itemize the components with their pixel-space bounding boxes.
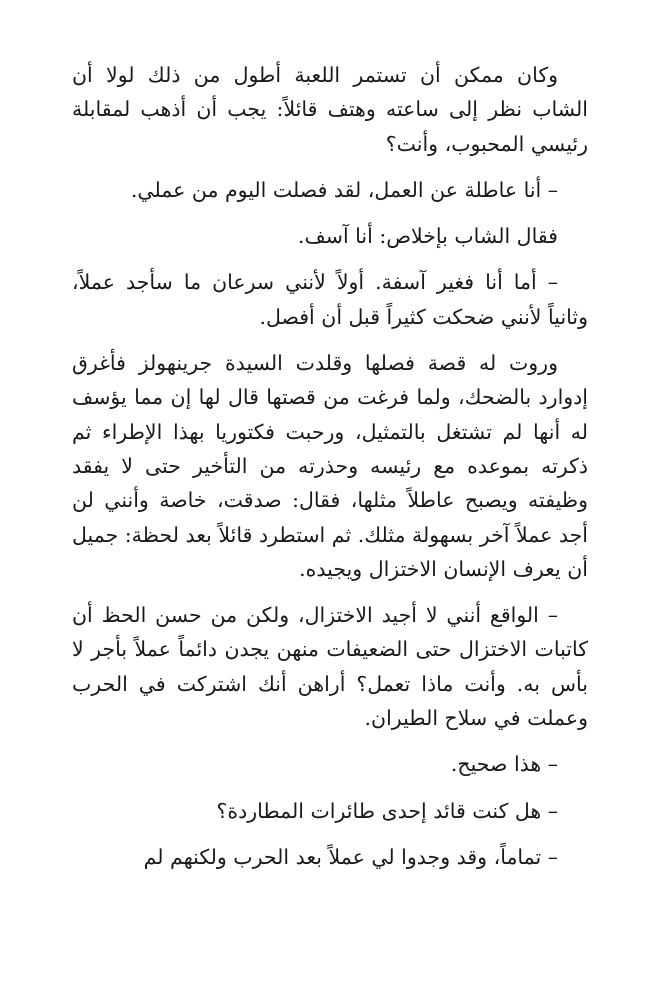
- dialogue-line-5: – هذا صحيح.: [450, 752, 558, 777]
- dialogue-line-1: – أنا عاطلة عن العمل، لقد فصلت اليوم من عملي.: [130, 177, 558, 202]
- dialogue-line-6: – هل كنت قائد إحدى طائرات المطاردة؟: [216, 798, 558, 823]
- dialogue-line-2: فقال الشاب بإخلاص: أنا آسف.: [298, 224, 558, 249]
- dialogue-line-7: – تماماً، وقد وجدوا لي عملاً بعد الحرب ولكنهم لم: [143, 844, 558, 869]
- paragraph-2: وروت له قصة فصلها وقلدت السيدة جرينهولز فأغرق إدوارد بالضحك، ولما فرغت من قصتها قال لها إن مما يؤسف له أنها لم تشتغل بالتمثيل، ورحبت فكتوريا بهذا الإطراء ثم ذكرته بموعده مع رئيسه وحذرته من التأخير حتى لا يفقد وظيفته ويصبح عاطلاً مثلها، فقال: صدقت، خاصة وأنني لن أجد عملاً آخر بسهولة مثلك. ثم استطرد قائلاً بعد لحظة: جميل أن يعرف الإنسان الاختزال ويجيده.: [72, 351, 588, 581]
- dialogue-line-3: – أما أنا فغير آسفة. أولاً لأنني سرعان ما سأجد عملاً، وثانياً لأنني ضحكت كثيراً قبل أن أفصل.: [72, 270, 588, 329]
- document-page: [72, 58, 588, 886]
- dialogue-line-4: – الواقع أنني لا أجيد الاختزال، ولكن من حسن الحظ أن كاتبات الاختزال حتى الضعيفات منهن يجدن دائماً عملاً بأجر لا بأس به. وأنت ماذا تعمل؟ أراهن أنك اشتركت في الحرب وعملت في سلاح الطيران.: [72, 603, 588, 731]
- paragraph-1: وكان ممكن أن تستمر اللعبة أطول من ذلك لولا أن الشاب نظر إلى ساعته وهتف قائلاً: يجب أن أذهب لمقابلة رئيسي المحبوب، وأنت؟: [72, 63, 588, 156]
